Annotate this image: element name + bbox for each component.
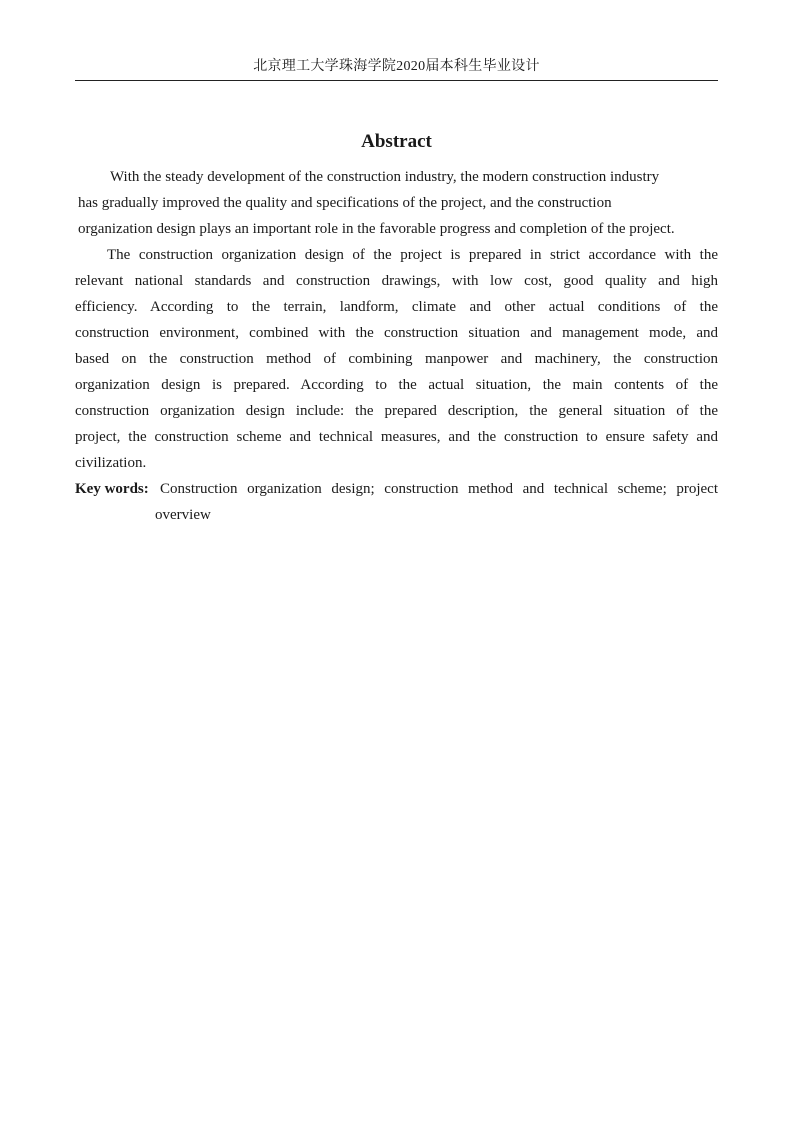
keywords-line-1: Construction organization design; construction method and technical scheme; project [160,481,718,497]
running-header: 北京理工大学珠海学院2020届本科生毕业设计 [253,59,540,74]
abstract-para1-line-1: With the steady development of the construction industry, the modern construction industry [110,169,660,185]
abstract-para2-line-9: civilization. [75,455,147,471]
abstract-para1-line-3: organization design plays an important role in the favorable progress and completion of the project. [78,221,675,237]
keywords-label [75,478,149,500]
abstract-title: Abstract [361,131,432,152]
abstract-para2-line-5: based on the construction method of combining manpower and machinery, the construction [75,351,718,367]
keywords-line-2: overview [155,507,211,523]
abstract-para2-line-6: organization design is prepared. According to the actual situation, the main contents of the [75,377,718,393]
abstract-para2-line-2: relevant national standards and construction drawings, with low cost, good quality and high [75,273,718,289]
keywords-label-text: Key words: [75,481,149,497]
abstract-para2-line-3: efficiency. According to the terrain, landform, climate and other actual conditions of the [75,299,718,315]
abstract-para2-line-1: The construction organization design of the project is prepared in strict accordance with the [107,247,718,263]
abstract-para2-line-4: construction environment, combined with the construction situation and management mode, and [75,325,718,341]
abstract-para2-line-8: project, the construction scheme and technical measures, and the construction to ensure safety and [75,429,718,445]
abstract-para2-line-7: construction organization design include: the prepared description, the general situation of the [75,403,718,419]
header-divider [75,80,718,81]
abstract-para1-line-2: has gradually improved the quality and specifications of the project, and the construction [78,195,612,211]
